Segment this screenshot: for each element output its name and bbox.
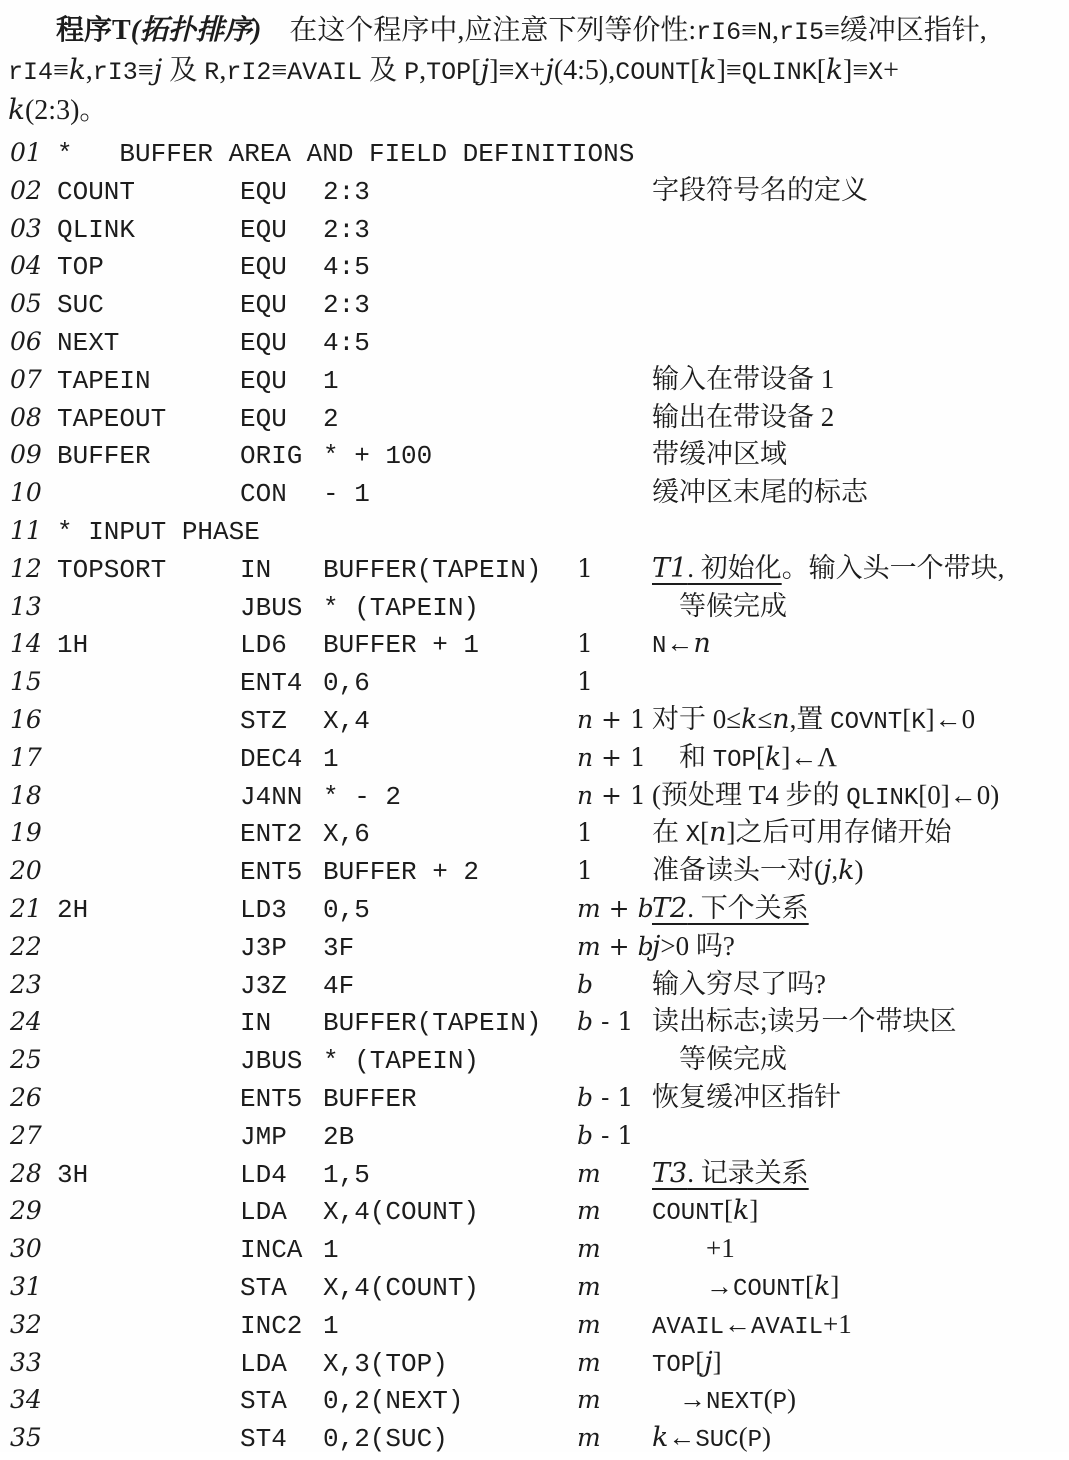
address: 1 — [323, 365, 339, 396]
line-number: 33 — [10, 1347, 42, 1377]
remark: (预处理 T4 步的 QLINK[0]←0) — [652, 779, 1000, 812]
loc-label: 2H — [57, 894, 89, 925]
time-count: n + 1 — [577, 704, 646, 734]
opcode: LD3 — [240, 894, 287, 925]
time-count: m — [577, 1158, 601, 1188]
opcode: LDA — [240, 1348, 287, 1379]
address: BUFFER — [323, 1083, 417, 1114]
listing-row — [10, 210, 1069, 248]
listing-row — [10, 588, 1069, 626]
address: X,6 — [323, 819, 370, 850]
listing-row — [10, 1192, 1069, 1230]
listing-row — [10, 1230, 1069, 1268]
address: 4F — [323, 970, 355, 1001]
time-count: m — [577, 1423, 601, 1453]
line-number: 12 — [10, 553, 42, 583]
address: 2B — [323, 1121, 355, 1152]
address: 0,5 — [323, 894, 370, 925]
line-number: 17 — [10, 742, 42, 772]
line-number: 25 — [10, 1045, 42, 1075]
remark: AVAIL←AVAIL+1 — [652, 1308, 852, 1341]
listing-row — [10, 1155, 1069, 1193]
loc-label: BUFFER — [57, 441, 151, 472]
line-number: 24 — [10, 1007, 42, 1037]
listing-row — [10, 399, 1069, 437]
opcode: ST4 — [240, 1424, 287, 1455]
listing-row — [10, 1306, 1069, 1344]
time-count: b - 1 — [577, 1082, 634, 1112]
opcode: JMP — [240, 1121, 287, 1152]
address: 2:3 — [323, 214, 370, 245]
listing-row — [10, 852, 1069, 890]
opcode: EQU — [240, 214, 287, 245]
remark: +1 — [652, 1233, 735, 1264]
line-number: 16 — [10, 704, 42, 734]
address: 2:3 — [323, 176, 370, 207]
line-number: 34 — [10, 1385, 42, 1415]
line-number: 21 — [10, 893, 42, 923]
line-number: 07 — [10, 364, 42, 394]
opcode: INC2 — [240, 1310, 303, 1341]
address: X,3(TOP) — [323, 1348, 448, 1379]
opcode: STZ — [240, 705, 287, 736]
opcode: ENT5 — [240, 857, 303, 888]
loc-label: COUNT — [57, 176, 136, 207]
remark: 输出在带设备 2 — [652, 401, 835, 432]
line-number: 32 — [10, 1309, 42, 1339]
listing-row — [10, 1117, 1069, 1155]
line-number: 23 — [10, 969, 42, 999]
intro-line-3: k(2:3)。 — [8, 93, 108, 126]
remark: N←n — [652, 628, 711, 661]
time-count: b - 1 — [577, 1007, 634, 1037]
opcode: ENT4 — [240, 668, 303, 699]
opcode: EQU — [240, 290, 287, 321]
opcode: J3Z — [240, 970, 287, 1001]
line-number: 19 — [10, 818, 42, 848]
opcode: J3P — [240, 932, 287, 963]
opcode: LD4 — [240, 1159, 287, 1190]
remark: →NEXT(P) — [652, 1384, 797, 1417]
address: * - 2 — [323, 781, 402, 812]
time-count: m — [577, 1196, 601, 1226]
intro-line-2: rI4≡k,rI3≡j 及 R,rI2≡AVAIL 及 P,TOP[j]≡X+j(4:5),COUNT[k]≡QLINK[k]≡X+ — [8, 53, 899, 87]
line-number: 13 — [10, 591, 42, 621]
remark: 在 X[n]之后可用存储开始 — [652, 817, 952, 850]
line-number: 31 — [10, 1271, 42, 1301]
time-count: 1 — [577, 667, 593, 697]
address: 1 — [323, 1310, 339, 1341]
time-count: m — [577, 1385, 601, 1415]
remark: T2. 下个关系 — [652, 892, 809, 924]
listing-row — [10, 1003, 1069, 1041]
time-count: n + 1 — [577, 742, 646, 772]
listing-row — [10, 285, 1069, 323]
time-count: 1 — [577, 818, 593, 848]
address: 4:5 — [323, 252, 370, 283]
opcode: INCA — [240, 1235, 303, 1266]
remark: TOP[j] — [652, 1346, 722, 1379]
line-number: 01 — [10, 138, 42, 167]
listing-row — [10, 323, 1069, 361]
listing-row — [10, 1041, 1069, 1079]
address: X,4 — [323, 705, 370, 736]
listing-row — [10, 512, 1069, 550]
loc-label: TOP — [57, 252, 104, 283]
remark: 带缓冲区域 — [652, 439, 787, 470]
address: 1,5 — [323, 1159, 370, 1190]
address: 2 — [323, 403, 339, 434]
address: 2:3 — [323, 290, 370, 321]
address: BUFFER + 2 — [323, 857, 480, 888]
opcode: EQU — [240, 365, 287, 396]
line-number: 05 — [10, 289, 42, 319]
address: BUFFER + 1 — [323, 630, 480, 661]
opcode: LDA — [240, 1197, 287, 1228]
opcode: IN — [240, 554, 272, 585]
listing-row — [10, 777, 1069, 815]
line-number: 26 — [10, 1082, 42, 1112]
listing-row — [10, 814, 1069, 852]
line-number: 20 — [10, 856, 42, 886]
remark: 读出标志;读另一个带块区 — [652, 1006, 957, 1037]
time-count: m — [577, 1309, 601, 1339]
line-number: 04 — [10, 251, 42, 281]
address: 1 — [323, 1235, 339, 1266]
listing-row — [10, 474, 1069, 512]
listing-row — [10, 436, 1069, 474]
line-number: 03 — [10, 213, 42, 243]
opcode: STA — [240, 1386, 287, 1417]
listing-row — [10, 1344, 1069, 1382]
line-number: 08 — [10, 402, 42, 432]
loc-label: TOPSORT — [57, 554, 167, 585]
remark: j>0 吗? — [652, 930, 735, 962]
time-count: n + 1 — [577, 780, 646, 810]
listing-row — [10, 625, 1069, 663]
remark: T1. 初始化。输入头一个带块, — [652, 552, 1005, 584]
line-number: 06 — [10, 326, 42, 356]
remark: 和 TOP[k]←Λ — [652, 741, 837, 774]
line-number: 29 — [10, 1196, 42, 1226]
remark: 输入在带设备 1 — [652, 363, 835, 394]
listing-row — [10, 890, 1069, 928]
line-number: 35 — [10, 1423, 42, 1453]
listing-row — [10, 663, 1069, 701]
line-number: 28 — [10, 1158, 42, 1188]
time-count: 1 — [577, 629, 593, 659]
opcode: IN — [240, 1008, 272, 1039]
address: BUFFER(TAPEIN) — [323, 554, 542, 585]
address: * (TAPEIN) — [323, 592, 480, 623]
time-count: m — [577, 1234, 601, 1264]
remark: →COUNT[k] — [652, 1270, 840, 1303]
loc-label: 1H — [57, 630, 89, 661]
opcode: EQU — [240, 252, 287, 283]
line-number: 10 — [10, 478, 42, 508]
time-count: m + b — [577, 931, 654, 961]
loc-label: 3H — [57, 1159, 89, 1190]
listing-row — [10, 739, 1069, 777]
remark: 恢复缓冲区指针 — [652, 1081, 841, 1112]
opcode: EQU — [240, 403, 287, 434]
address: BUFFER(TAPEIN) — [323, 1008, 542, 1039]
loc-label: * BUFFER AREA AND FIELD DEFINITIONS — [57, 139, 635, 169]
address: * + 100 — [323, 441, 433, 472]
opcode: EQU — [240, 176, 287, 207]
opcode: STA — [240, 1272, 287, 1303]
remark: 准备读头一对(j,k) — [652, 855, 864, 887]
line-number: 11 — [10, 515, 42, 545]
line-number: 14 — [10, 629, 42, 659]
time-count: m — [577, 1271, 601, 1301]
opcode: ENT5 — [240, 1083, 303, 1114]
loc-label: * INPUT PHASE — [57, 516, 260, 547]
loc-label: SUC — [57, 290, 104, 321]
address: 4:5 — [323, 327, 370, 358]
listing-row — [10, 550, 1069, 588]
time-count: b — [577, 969, 594, 999]
remark: COUNT[k] — [652, 1195, 759, 1228]
opcode: ENT2 — [240, 819, 303, 850]
loc-label: QLINK — [57, 214, 136, 245]
opcode: DEC4 — [240, 743, 303, 774]
loc-label: TAPEIN — [57, 365, 151, 396]
address: 1 — [323, 743, 339, 774]
line-number: 27 — [10, 1120, 42, 1150]
address: 0,2(SUC) — [323, 1424, 448, 1455]
address: 0,2(NEXT) — [323, 1386, 464, 1417]
listing-row — [10, 701, 1069, 739]
opcode: LD6 — [240, 630, 287, 661]
listing-row — [10, 361, 1069, 399]
remark: k←SUC(P) — [652, 1422, 771, 1455]
opcode: JBUS — [240, 1046, 303, 1077]
listing-row — [10, 1419, 1069, 1457]
line-number: 02 — [10, 175, 42, 205]
listing-row — [10, 928, 1069, 966]
remark: 缓冲区末尾的标志 — [652, 477, 868, 508]
remark: T3. 记录关系 — [652, 1157, 809, 1189]
remark: 字段符号名的定义 — [652, 174, 868, 205]
intro-line-1: 程序T(拓扑排序) 在这个程序中,应注意下列等价性:rI6≡N,rI5≡缓冲区指针, — [56, 15, 987, 47]
address: X,4(COUNT) — [323, 1197, 480, 1228]
line-number: 18 — [10, 780, 42, 810]
time-count: 1 — [577, 856, 593, 886]
remark: 对于 0≤k≤n,置 COVNT[K]←0 — [652, 703, 976, 736]
listing-row — [10, 134, 1069, 172]
listing-row — [10, 247, 1069, 285]
time-count: m — [577, 1347, 601, 1377]
time-count: 1 — [577, 553, 593, 583]
program-listing — [0, 134, 1069, 1457]
listing-row — [10, 1079, 1069, 1117]
time-count: b - 1 — [577, 1120, 634, 1150]
address: - 1 — [323, 479, 370, 510]
opcode: JBUS — [240, 592, 303, 623]
line-number: 09 — [10, 440, 42, 470]
address: 3F — [323, 932, 355, 963]
remark: 等候完成 — [652, 590, 787, 621]
address: * (TAPEIN) — [323, 1046, 480, 1077]
opcode: EQU — [240, 327, 287, 358]
loc-label: TAPEOUT — [57, 403, 167, 434]
listing-row — [10, 1268, 1069, 1306]
line-number: 30 — [10, 1234, 42, 1264]
opcode: J4NN — [240, 781, 303, 812]
intro-paragraph — [0, 0, 1069, 129]
opcode: ORIG — [240, 441, 303, 472]
address: X,4(COUNT) — [323, 1272, 480, 1303]
time-count: m + b — [577, 893, 654, 923]
line-number: 15 — [10, 667, 42, 697]
loc-label: NEXT — [57, 327, 120, 358]
listing-row — [10, 172, 1069, 210]
line-number: 22 — [10, 931, 42, 961]
remark: 等候完成 — [652, 1044, 787, 1075]
listing-row — [10, 966, 1069, 1004]
opcode: CON — [240, 479, 287, 510]
remark: 输入穷尽了吗? — [652, 968, 826, 999]
address: 0,6 — [323, 668, 370, 699]
listing-row — [10, 1381, 1069, 1419]
